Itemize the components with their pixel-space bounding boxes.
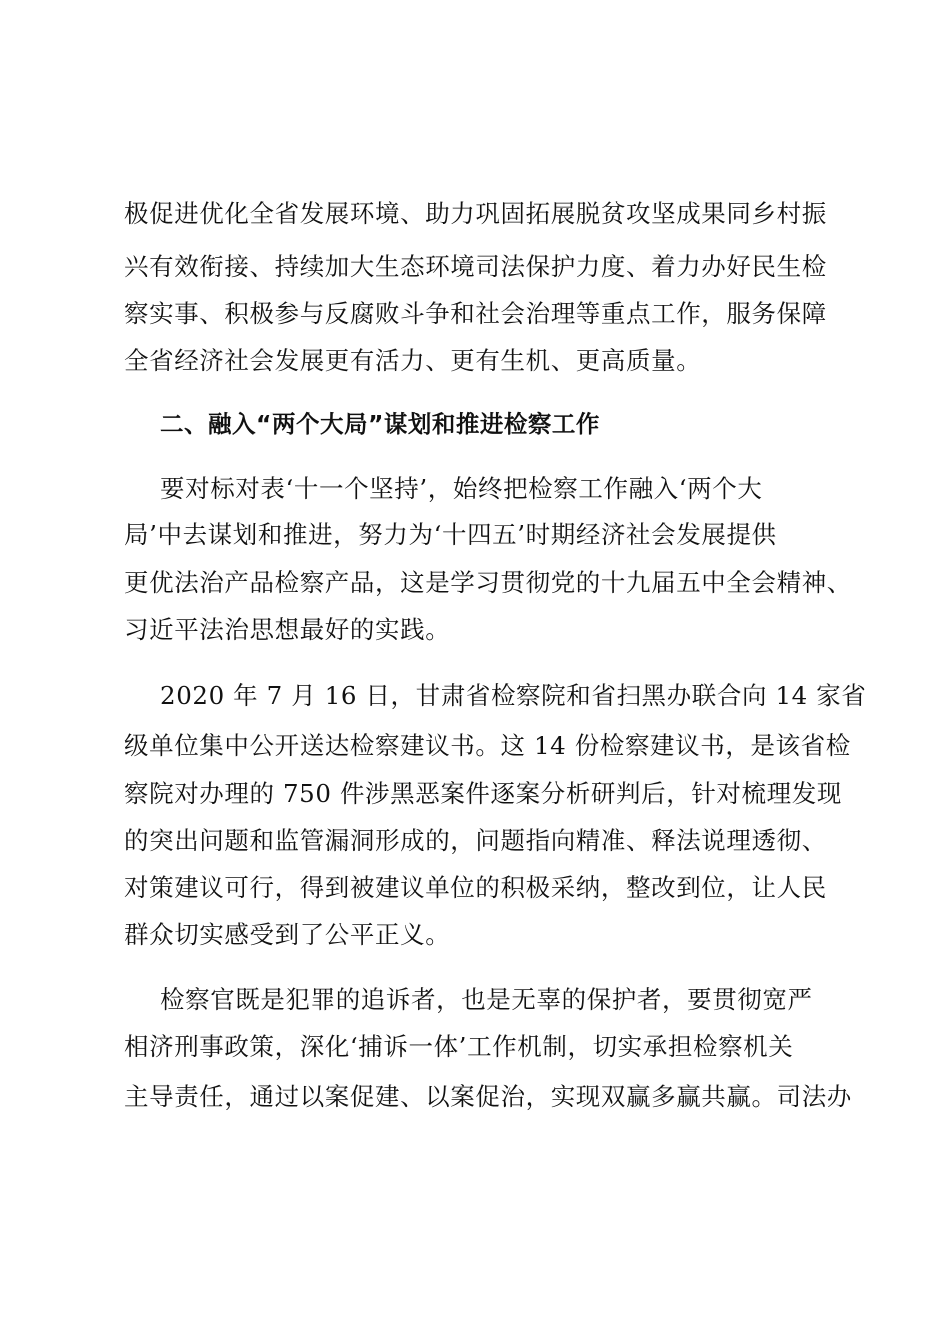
paragraph-2-line-2: 局’中去谋划和推进，努力为‘十四五’时期经济社会发展提供	[124, 520, 777, 549]
paragraph-4-line-1: 检察官既是犯罪的追诉者，也是无辜的保护者，要贯彻宽严	[160, 985, 813, 1014]
paragraph-2-line-1: 要对标对表‘十一个坚持’，始终把检察工作融入‘两个大	[160, 474, 763, 503]
paragraph-intro-line-4: 全省经济社会发展更有活力、更有生机、更高质量。	[124, 346, 702, 375]
paragraph-3-line-2: 级单位集中公开送达检察建议书。这 14 份检察建议书，是该省检	[124, 731, 851, 760]
paragraph-intro-line-3: 察实事、积极参与反腐败斗争和社会治理等重点工作，服务保障	[124, 299, 827, 328]
paragraph-3-line-1: 2020 年 7 月 16 日，甘肃省检察院和省扫黑办联合向 14 家省	[160, 681, 867, 710]
paragraph-2-line-3: 更优法治产品检察产品，这是学习贯彻党的十九届五中全会精神、	[124, 568, 852, 597]
paragraph-3-line-3: 察院对办理的 750 件涉黑恶案件逐案分析研判后，针对梳理发现	[124, 779, 842, 808]
paragraph-intro-line-1: 极促进优化全省发展环境、助力巩固拓展脱贫攻坚成果同乡村振	[124, 199, 827, 228]
paragraph-4-line-2: 相济刑事政策，深化‘捕诉一体’工作机制，切实承担检察机关	[124, 1032, 794, 1061]
paragraph-3-line-6: 群众切实感受到了公平正义。	[124, 920, 451, 949]
paragraph-3-line-5: 对策建议可行，得到被建议单位的积极采纳，整改到位，让人民	[124, 873, 827, 902]
paragraph-4-line-3: 主导责任，通过以案促建、以案促治，实现双赢多赢共赢。司法办	[124, 1082, 852, 1111]
paragraph-2-line-4: 习近平法治思想最好的实践。	[124, 615, 451, 644]
paragraph-intro-line-2: 兴有效衔接、持续加大生态环境司法保护力度、着力办好民生检	[124, 252, 827, 281]
paragraph-3-line-4: 的突出问题和监管漏洞形成的，问题指向精准、释法说理透彻、	[124, 826, 827, 855]
section-heading: 二、融入“两个大局”谋划和推进检察工作	[160, 410, 600, 438]
